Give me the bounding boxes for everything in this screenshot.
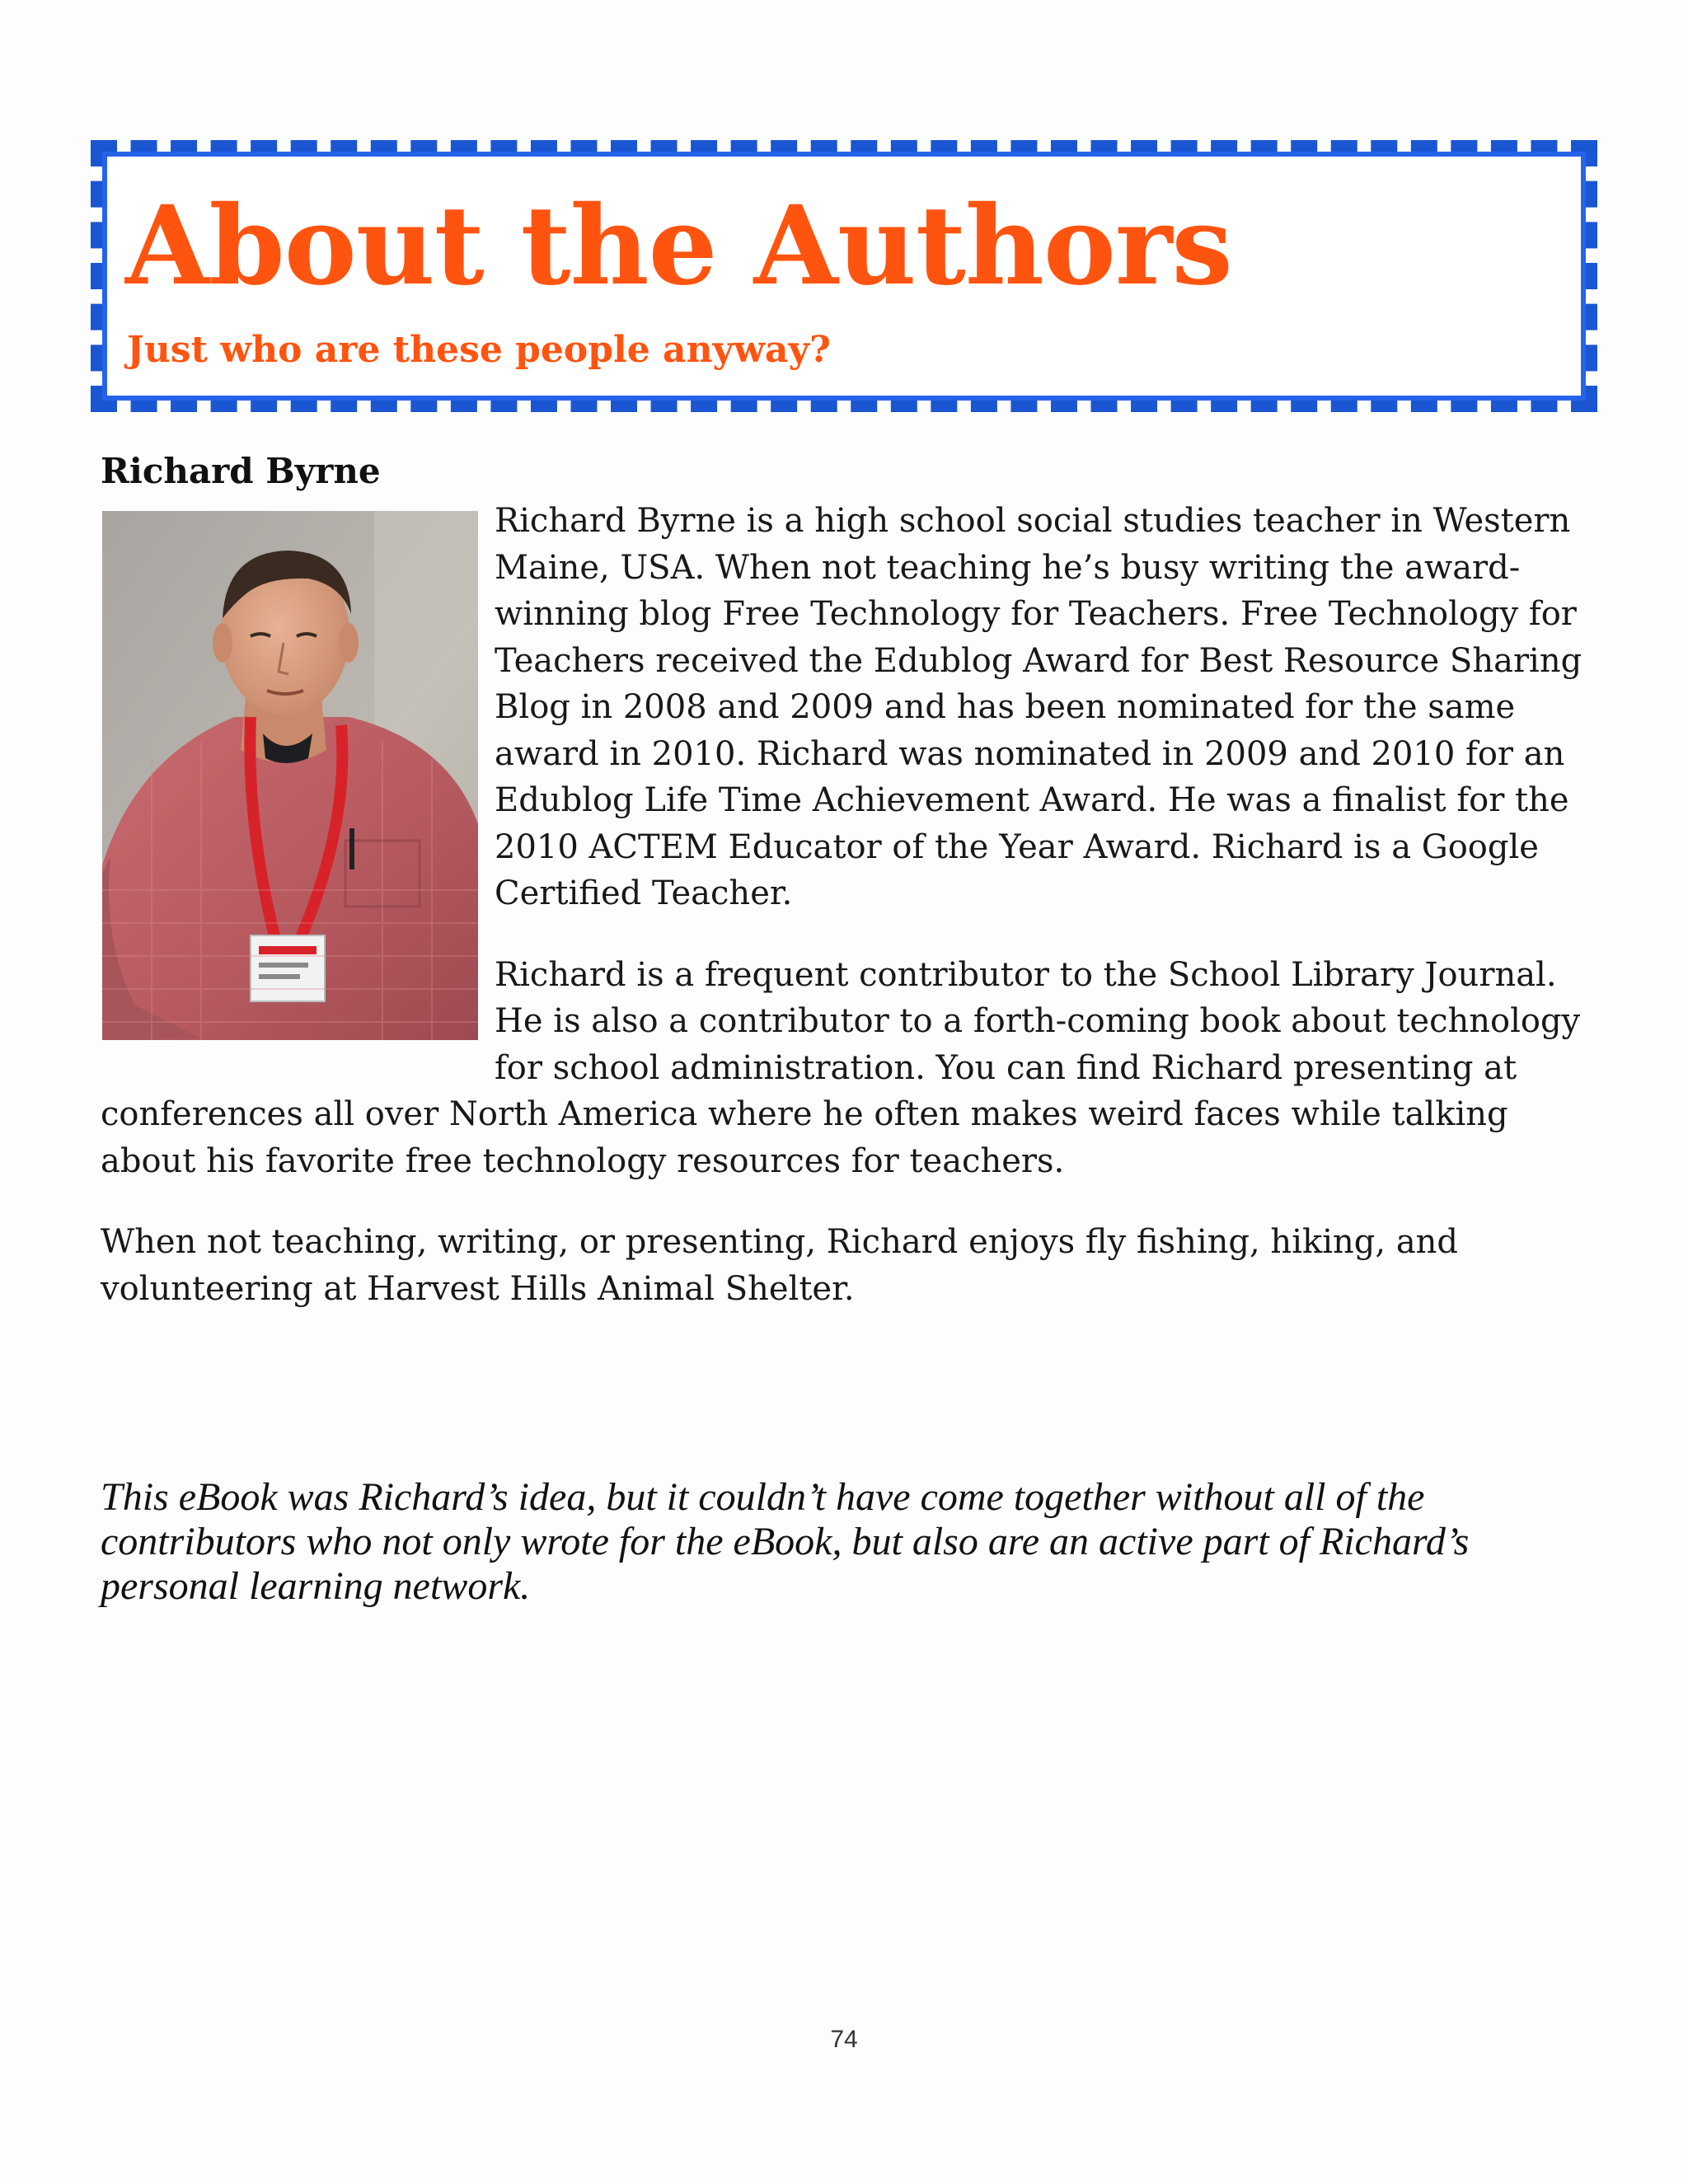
bio-paragraph: When not teaching, writing, or presenting, Richard enjoys fly fishing, hiking, and volunteering at Harvest Hills Animal Shelter. — [101, 1223, 1459, 1308]
photo-spacer — [101, 498, 495, 1058]
author-bio — [101, 498, 1592, 1347]
bio-paragraph: Richard is a frequent contributor to the School Library Journal. He is also a contributor to a forth-coming book about technology for school administration. You can find Richard presenting at conferences all over North America where he often makes weird faces while talking about his favorite free technology resources for teachers. — [101, 955, 1581, 1180]
page-subtitle: Just who are these people anyway? — [127, 329, 831, 371]
bio-paragraph: Richard Byrne is a high school social studies teacher in Western Maine, USA. When not teaching he’s busy writing the award-winning blog Free Technology for Teachers. Free Technology for Teachers received the Edublog Award for Best Resource Sharing Blog in 2008 and 2009 and has been nominated for the same award in 2010. Richard was nominated in 2009 and 2010 for an Edublog Life Time Achievement Award. He was a finalist for the 2010 ACTEM Educator of the Year Award. Richard is a Google Certified Teacher. — [495, 502, 1582, 912]
page-number: 74 — [830, 2026, 858, 2053]
closing-note: This eBook was Richard’s idea, but it couldn’t have come together without all of the contributors who not only wrote for the eBook, but also are an active part of Richard’s personal learning network. — [101, 1475, 1470, 1608]
author-name: Richard Byrne — [101, 451, 381, 491]
header-box — [91, 140, 1597, 412]
page-title: About the Authors — [125, 182, 1232, 310]
